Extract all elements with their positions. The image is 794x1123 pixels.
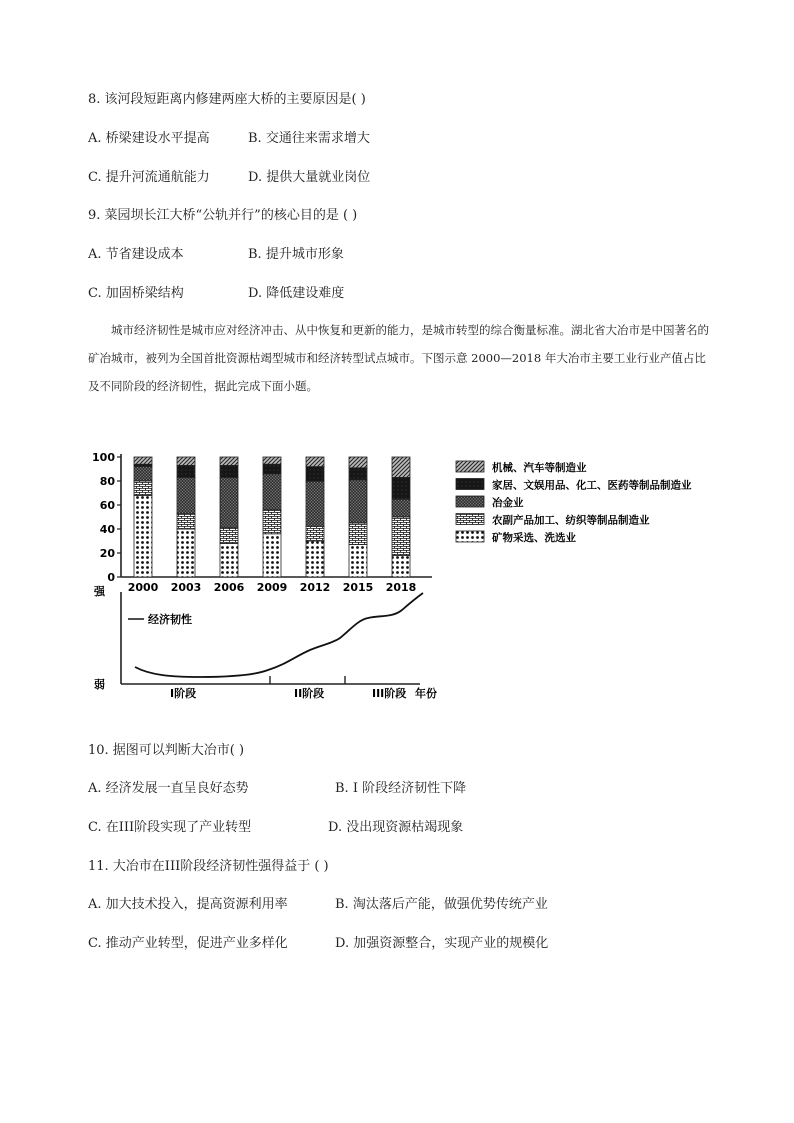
q8-option-d: D. 提供大量就业岗位 (248, 170, 371, 185)
bar-segment (349, 523, 367, 545)
bar-segment (220, 457, 238, 465)
q8-option-a: A. 桥梁建设水平提高 (88, 131, 210, 146)
y-tick-label: 40 (99, 523, 115, 536)
q11-option-b: B. 淘汰落后产能，做强优势传统产业 (335, 897, 548, 912)
stage3-label: III阶段 (372, 687, 407, 700)
q9-option-c: C. 加固桥梁结构 (88, 286, 184, 301)
x-tick-label: 2003 (170, 581, 202, 594)
q10-option-b: B. I 阶段经济韧性下降 (335, 781, 467, 796)
bar-segment (263, 510, 281, 534)
q10-stem: 10. 据图可以判断大冶市( ) (88, 743, 245, 758)
legend-label: 机械、汽车等制造业 (492, 462, 587, 474)
passage-text: 城市经济韧性是城市应对经济冲击、从中恢复和更新的能力，是城市转型的综合衡量标准。湖北省大冶市是中国著名的矿冶城市，被列为全国首批资源枯竭型城市和经济转型试点城市。下图示意 2000—2018 年大冶市主要工业行业产值占比及不同阶段的经济韧性，据此完成下面小题。 (88, 323, 709, 393)
bar-segment (177, 513, 195, 529)
bar-segment (392, 457, 410, 477)
bar-segment (263, 457, 281, 464)
bar-segment (263, 534, 281, 577)
q10-option-c: C. 在III阶段实现了产业转型 (88, 820, 252, 835)
bar-segment (220, 528, 238, 544)
q11-option-c: C. 推动产业转型，促进产业多样化 (88, 936, 288, 951)
x-tick-label: 2015 (342, 581, 374, 594)
q11-option-d: D. 加强资源整合，实现产业的规模化 (335, 936, 549, 951)
y-tick-label: 0 (107, 571, 115, 584)
bar-chart (92, 451, 432, 594)
bar-segment (306, 467, 324, 481)
bar-segment (177, 529, 195, 577)
chart-legend (456, 461, 692, 544)
legend-swatch (456, 531, 484, 542)
resilience-panel (93, 584, 437, 700)
bar-segment (134, 495, 152, 577)
bar-segment (220, 477, 238, 527)
y-tick-label: 20 (99, 547, 115, 560)
bar-segment (177, 465, 195, 477)
bar-segment (220, 465, 238, 477)
q8-stem: 8. 该河段短距离内修建两座大桥的主要原因是( ) (88, 92, 366, 107)
curve-legend-label: 经济韧性 (148, 613, 192, 626)
bar-segment (263, 464, 281, 474)
bar-segment (349, 480, 367, 523)
bar-segment (349, 468, 367, 480)
bar-segment (177, 457, 195, 465)
legend-label: 家居、文娱用品、化工、医药等制品制造业 (492, 479, 692, 492)
y-tick-label: 80 (99, 475, 115, 488)
q9-option-b: B. 提升城市形象 (248, 247, 344, 262)
bar-segment (306, 527, 324, 541)
x-tick-label: 2000 (127, 581, 159, 594)
q9-stem: 9. 菜园坝长江大桥“公轨并行”的核心目的是 ( ) (88, 208, 358, 223)
weak-label: 弱 (94, 678, 105, 691)
bar-segment (134, 457, 152, 464)
bar-segment (220, 543, 238, 577)
bar-segment (306, 481, 324, 527)
y-tick-label: 100 (92, 451, 115, 464)
q11-stem: 11. 大冶市在III阶段经济韧性强得益于 ( ) (88, 859, 329, 874)
bar-segment (349, 457, 367, 468)
legend-label: 冶金业 (492, 497, 524, 509)
x-tick-label: 2009 (256, 581, 288, 594)
q8-option-b: B. 交通往来需求增大 (248, 131, 370, 146)
x-tick-label: 2006 (213, 581, 245, 594)
bar-segment (306, 457, 324, 467)
y-tick-label: 60 (99, 499, 115, 512)
q9-option-a: A. 节省建设成本 (88, 247, 184, 262)
bar-segment (134, 481, 152, 495)
q10-option-d: D. 没出现资源枯竭现象 (328, 820, 464, 835)
legend-swatch (456, 514, 484, 525)
bar-segment (177, 477, 195, 513)
bar-segment (392, 517, 410, 555)
q8-option-c: C. 提升河流通航能力 (88, 170, 210, 185)
resilience-curve (135, 593, 423, 677)
q9-option-d: D. 降低建设难度 (248, 286, 345, 301)
bar-segment (349, 545, 367, 577)
q10-option-a: A. 经济发展一直呈良好态势 (88, 781, 249, 796)
legend-label: 矿物采选、洗选业 (492, 532, 576, 544)
bar-segment (392, 555, 410, 577)
x-tick-label: 2012 (299, 581, 331, 594)
bar-segment (392, 499, 410, 517)
x-tick-label: 2018 (385, 581, 417, 594)
legend-label: 农副产品加工、纺织等制品制造业 (492, 514, 650, 527)
legend-swatch (456, 479, 484, 490)
legend-swatch (456, 461, 484, 472)
bar-segment (306, 541, 324, 577)
legend-swatch (456, 496, 484, 507)
bar-segment (134, 467, 152, 481)
year-axis-label: 年份 (415, 687, 437, 700)
strong-label: 强 (94, 585, 105, 598)
q11-option-a: A. 加大技术投入，提高资源利用率 (88, 897, 288, 912)
stage2-label: II阶段 (294, 687, 325, 700)
stage1-label: I阶段 (170, 687, 197, 700)
bar-segment (392, 477, 410, 499)
bar-segment (263, 474, 281, 510)
